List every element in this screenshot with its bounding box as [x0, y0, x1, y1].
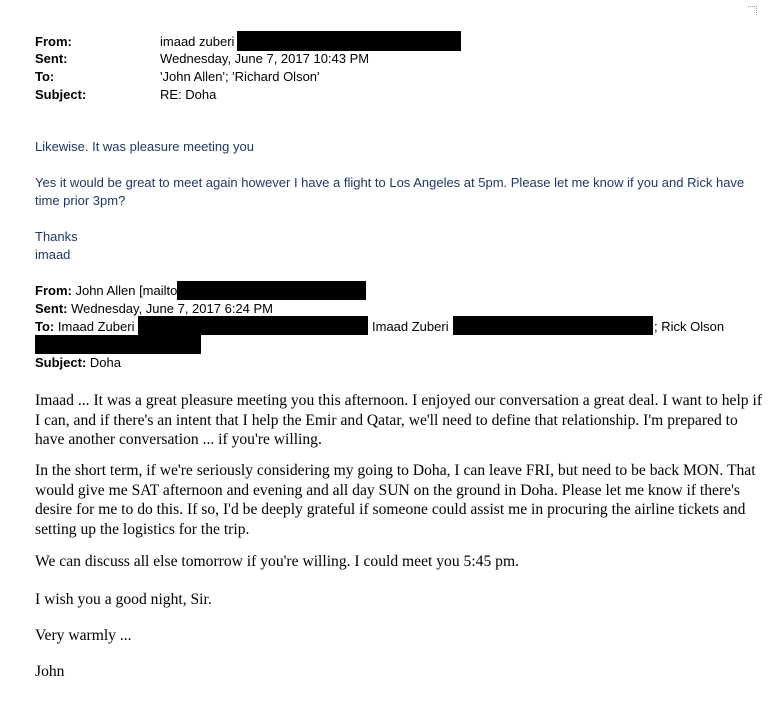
original-to-value-1: Imaad Zuberi [57, 319, 135, 334]
redaction-block [35, 335, 201, 354]
original-from-row [35, 282, 177, 300]
original-paragraph-3 [35, 552, 765, 572]
original-to-label: To: [35, 319, 55, 334]
original-sent-label: Sent: [35, 301, 68, 316]
paragraph-text: Very warmly ... [35, 627, 132, 644]
from-label: From: [35, 34, 72, 49]
header-subject-row [35, 86, 465, 104]
subject-label: Subject: [35, 87, 87, 102]
original-subject-value: Doha [89, 355, 121, 370]
original-to-value-2: Imaad Zuberi [372, 319, 449, 334]
original-to-row [35, 318, 134, 336]
redaction-block [177, 281, 366, 300]
redaction-block [138, 316, 368, 335]
paragraph-text: Imaad ... It was a great pleasure meeting you this afternoon. I enjoyed our conversation a great deal. I want to help if I can, and if there's an intent that I help the Emir and Qatar, we'll need to define that relationship. I'm prepared to have another conversation ... if you're willing. [35, 392, 763, 448]
original-subject-row [35, 354, 121, 372]
redaction-block [453, 316, 653, 335]
paragraph-text: We can discuss all else tomorrow if you're willing. I could meet you 5:45 pm. [35, 553, 519, 570]
paragraph-text: I wish you a good night, Sir. [35, 591, 212, 608]
redaction-block [237, 31, 461, 51]
subject-value: RE: Doha [160, 87, 217, 102]
page-corner-mark [748, 6, 757, 15]
sent-label: Sent: [35, 51, 68, 66]
original-paragraph-4 [35, 590, 765, 610]
original-from-label: From: [35, 283, 72, 298]
original-from-value: John Allen [mailto [75, 283, 178, 298]
sent-value: Wednesday, June 7, 2017 10:43 PM [160, 51, 370, 66]
reply-signature: imaad [35, 247, 71, 262]
reply-thanks: Thanks [35, 229, 78, 244]
reply-line-1: Likewise. It was pleasure meeting you [35, 139, 254, 154]
paragraph-text: In the short term, if we're seriously considering my going to Doha, I can leave FRI, but need to be back MON. That would give me SAT afternoon and evening and all day SUN on the ground in Doha. Please let me know if there's desire for me to do this. If so, I'd be deeply grateful if someone could assist me in procuring the airline tickets and setting up the logistics for the trip. [35, 462, 756, 538]
original-paragraph-1 [35, 391, 765, 450]
reply-line-2: Yes it would be great to meet again however I have a flight to Los Angeles at 5pm. Please let me know if you and Rick have time prior 3pm? [35, 175, 745, 208]
to-label: To: [35, 69, 55, 84]
original-paragraph-6 [35, 662, 765, 682]
from-value: imaad zuberi [160, 34, 235, 49]
original-subject-label: Subject: [35, 355, 87, 370]
header-to-row [35, 68, 465, 86]
original-sent-value: Wednesday, June 7, 2017 6:24 PM [71, 301, 273, 316]
to-value: 'John Allen'; 'Richard Olson' [160, 69, 320, 84]
original-paragraph-2 [35, 461, 765, 539]
original-to-value-3: ; Rick Olson [654, 319, 725, 334]
original-paragraph-5 [35, 626, 765, 646]
header-sent-row [35, 50, 465, 68]
paragraph-text: John [35, 663, 65, 680]
